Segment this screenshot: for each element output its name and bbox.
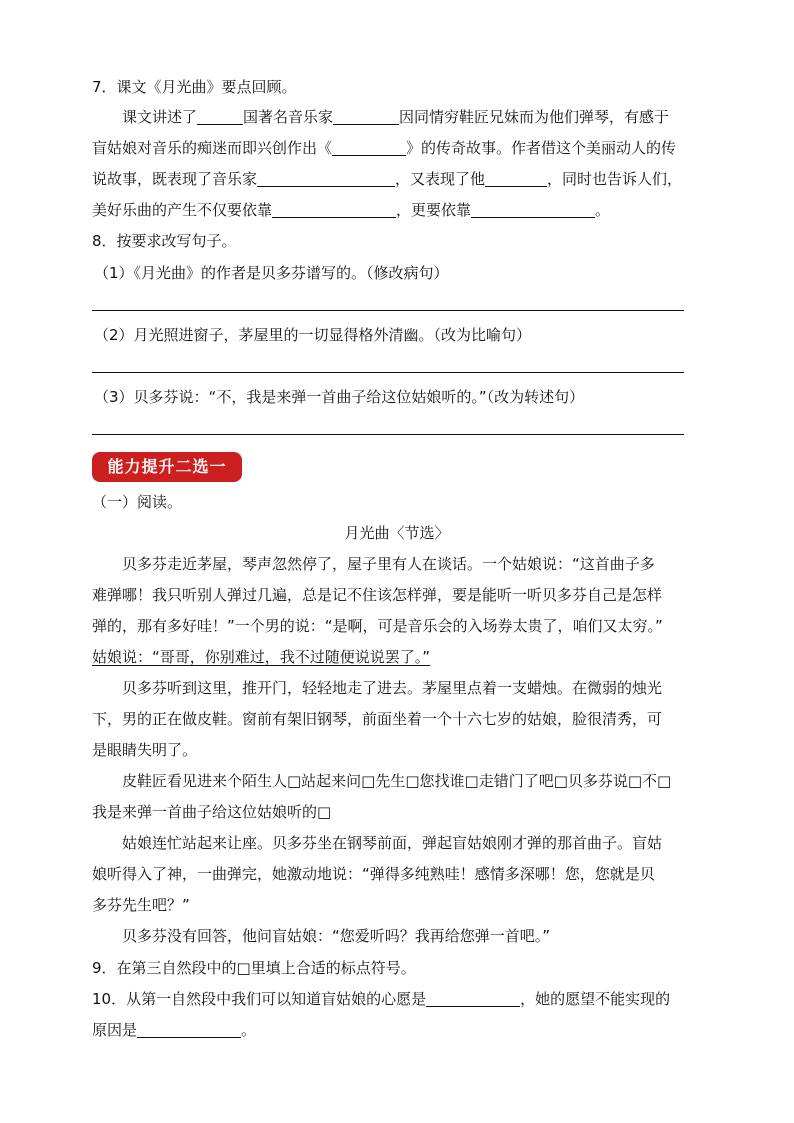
blank-rely-2[interactable]	[471, 202, 595, 218]
passage-line: 姑娘连忙站起来让座。贝多芬坐在钢琴前面，弹起盲姑娘刚才弹的那首曲子。盲姑	[122, 834, 663, 852]
q10-line-1: 10．从第一自然段中我们可以知道盲姑娘的心愿是 ，她的愿望不能实现的	[92, 990, 671, 1008]
q7-heading: 7．课文《月光曲》要点回顾。	[92, 78, 297, 96]
passage-line: 难弹哪！我只听别人弹过几遍，总是记不住该怎样弹，要是能听一听贝多芬自己是怎样	[92, 586, 663, 604]
q8-sentence-3: （3）贝多芬说：“不，我是来弹一首曲子给这位姑娘听的。”（改为转述句）	[94, 388, 585, 406]
section-banner: 能力提升二选一	[92, 452, 242, 482]
answer-line-2[interactable]	[92, 372, 684, 373]
q10-line-2: 原因是 。	[92, 1021, 257, 1039]
passage-line: 贝多芬没有回答，他问盲姑娘：“您爱听吗？我再给您弹一首吧。”	[122, 927, 551, 945]
blank-musician-trait[interactable]	[257, 171, 395, 187]
answer-line-1[interactable]	[92, 310, 684, 311]
passage-line: 是眼睛失明了。	[92, 741, 198, 759]
q7-line-1: 课文讲述了 国著名音乐家 因同情穷鞋匠兄妹而为他们弹琴，有感于	[122, 108, 670, 126]
blank-musician[interactable]	[333, 109, 399, 125]
q9-text: 9．在第三自然段中的□里填上合适的标点符号。	[92, 959, 416, 977]
q8-sentence-1: （1）《月光曲》的作者是贝多芬谱写的。（修改病句）	[94, 264, 449, 282]
q7-line-3: 说故事，既表现了音乐家 ，又表现了他 ，同时也告诉人们，	[92, 170, 683, 188]
blank-wish[interactable]	[426, 991, 520, 1007]
q7-line-4: 美好乐曲的产生不仅要依靠 ，更要依靠 。	[92, 201, 611, 219]
passage-line-punctuation: 我是来弹一首曲子给这位姑娘听的□	[92, 803, 332, 821]
passage-title: 月光曲〈节选〉	[344, 524, 450, 542]
blank-rely-1[interactable]	[272, 202, 396, 218]
passage-line: 娘听得入了神，一曲弹完，她激动地说：“弹得多纯熟哇！感情多深哪！您，您就是贝	[92, 865, 655, 883]
passage-line: 弹的，那有多好哇！”一个男的说：“是啊，可是音乐会的入场券太贵了，咱们又太穷。”	[92, 617, 663, 635]
q7-line-2: 盲姑娘对音乐的痴迷而即兴创作出《 》的传奇故事。作者借这个美丽动人的传	[92, 139, 677, 157]
blank-country[interactable]	[197, 109, 243, 125]
passage-line-underlined: 姑娘说：“哥哥，你别难过，我不过随便说说罢了。”	[92, 648, 431, 666]
passage-line: 贝多芬走近茅屋，琴声忽然停了，屋子里有人在谈话。一个姑娘说：“这首曲子多	[122, 555, 655, 573]
q8-sentence-2: （2）月光照进窗子，茅屋里的一切显得格外清幽。（改为比喻句）	[94, 326, 532, 344]
passage-line: 贝多芬听到这里，推开门，轻轻地走了进去。茅屋里点着一支蜡烛。在微弱的烛光	[122, 679, 663, 697]
passage-line-punctuation: 皮鞋匠看见进来个陌生人□站起来问□先生□您找谁□走错门了吧□贝多芬说□不□	[122, 772, 672, 790]
blank-his-trait[interactable]	[485, 171, 547, 187]
answer-line-3[interactable]	[92, 434, 684, 435]
passage-line: 下，男的正在做皮鞋。窗前有架旧钢琴，前面坐着一个十六七岁的姑娘，脸很清秀，可	[92, 710, 663, 728]
q8-heading: 8．按要求改写句子。	[92, 232, 237, 250]
passage-line: 多芬先生吧？”	[92, 896, 190, 914]
reading-label: （一）阅读。	[92, 493, 183, 511]
blank-song-title[interactable]	[332, 140, 406, 156]
blank-reason[interactable]	[137, 1022, 241, 1038]
